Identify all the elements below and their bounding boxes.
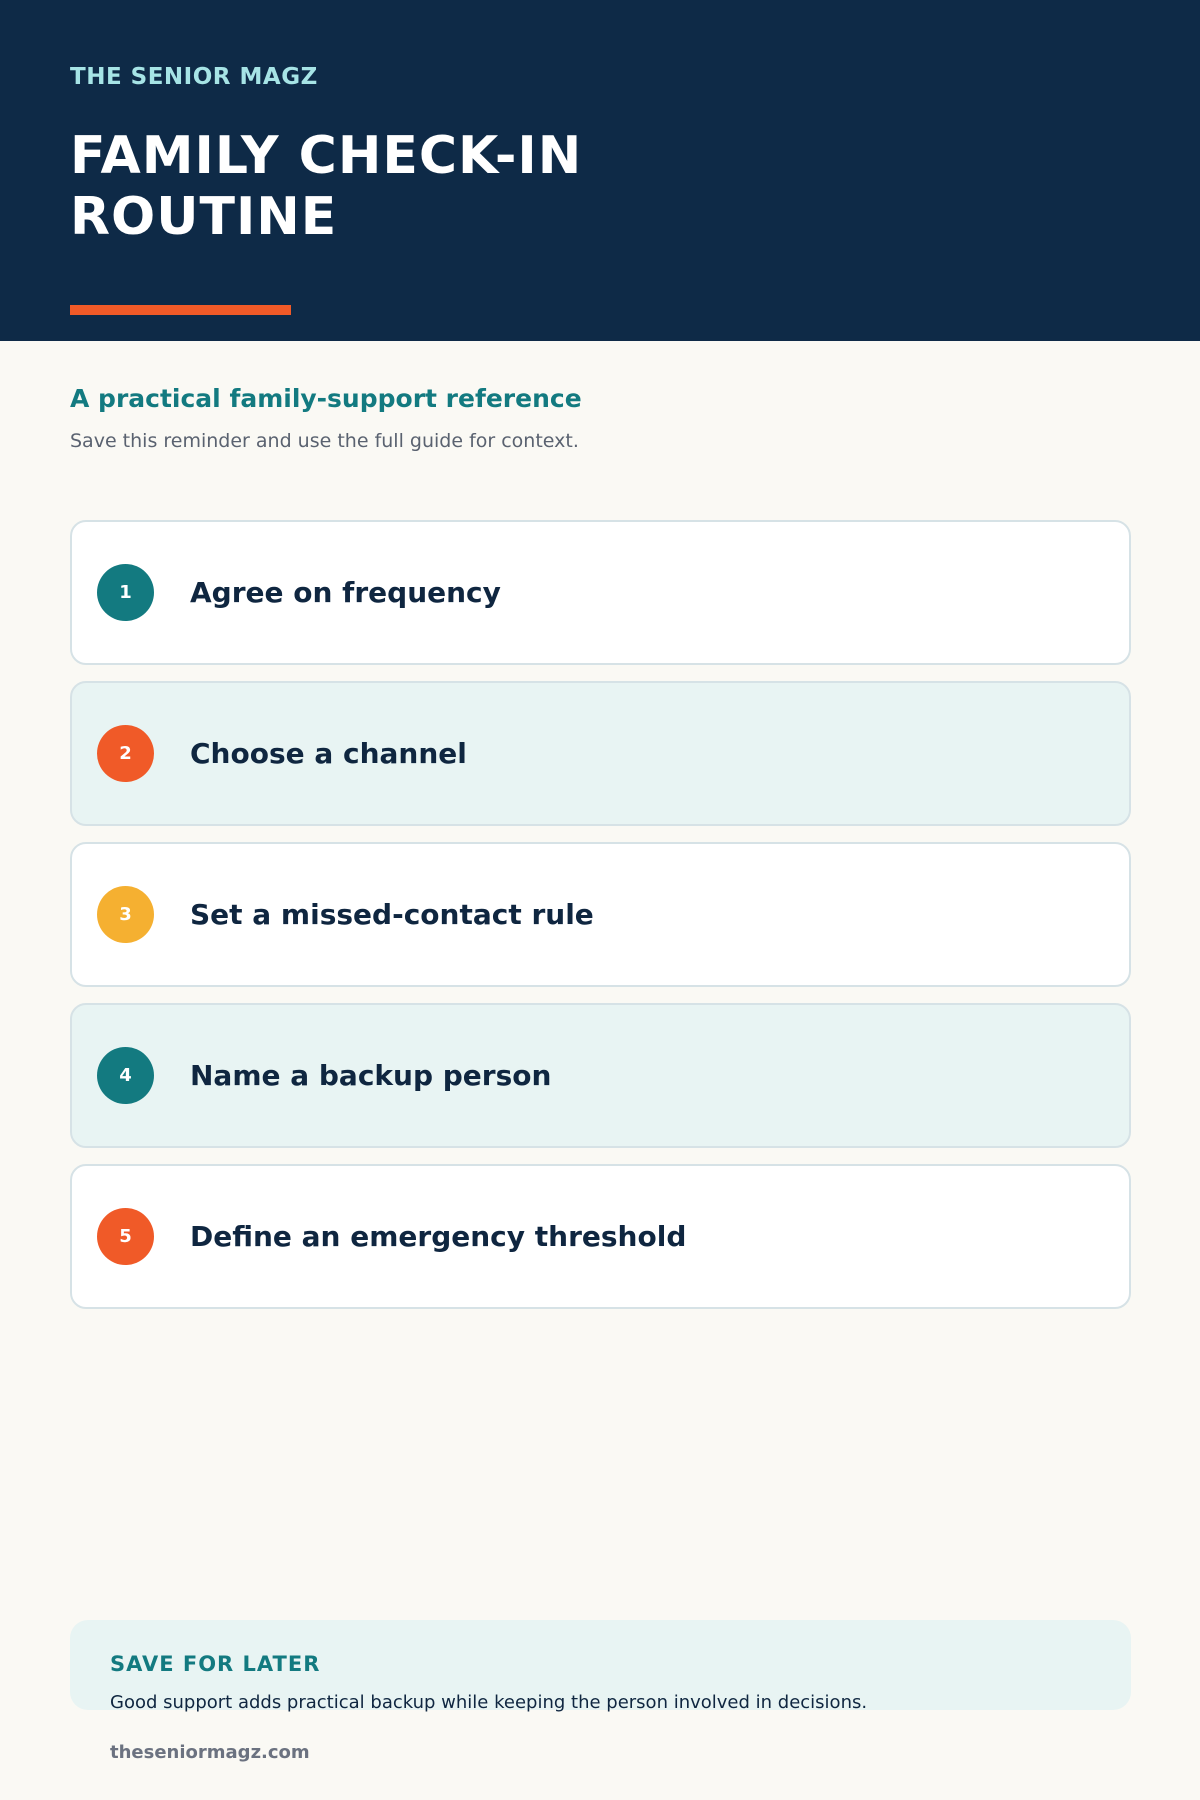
page-title-line-2: ROUTINE	[70, 187, 338, 247]
intro-text: Save this reminder and use the full guide for context.	[70, 430, 579, 452]
step-card-2	[70, 681, 1131, 826]
page-title-line-1: FAMILY CHECK-IN	[70, 126, 583, 186]
step-label: Name a backup person	[190, 1059, 552, 1092]
website-url: theseniormagz.com	[110, 1742, 310, 1763]
step-label: Define an emergency threshold	[190, 1220, 687, 1253]
page-title	[70, 126, 970, 248]
step-number-badge: 1	[97, 564, 154, 621]
save-for-later-text: Good support adds practical backup while keeping the person involved in decisions.	[110, 1692, 868, 1713]
step-label: Set a missed-contact rule	[190, 898, 594, 931]
save-for-later-title: SAVE FOR LATER	[110, 1652, 321, 1676]
subtitle: A practical family-support reference	[70, 384, 582, 413]
step-card-1	[70, 520, 1131, 665]
step-card-3	[70, 842, 1131, 987]
step-label: Choose a channel	[190, 737, 467, 770]
step-number-badge: 5	[97, 1208, 154, 1265]
steps-list	[70, 520, 1131, 1325]
title-accent-bar	[70, 305, 291, 315]
step-number-badge: 4	[97, 1047, 154, 1104]
header-banner	[0, 0, 1200, 341]
step-number-badge: 2	[97, 725, 154, 782]
step-card-4	[70, 1003, 1131, 1148]
step-label: Agree on frequency	[190, 576, 501, 609]
step-number-badge: 3	[97, 886, 154, 943]
step-card-5	[70, 1164, 1131, 1309]
brand-name: THE SENIOR MAGZ	[70, 64, 318, 90]
